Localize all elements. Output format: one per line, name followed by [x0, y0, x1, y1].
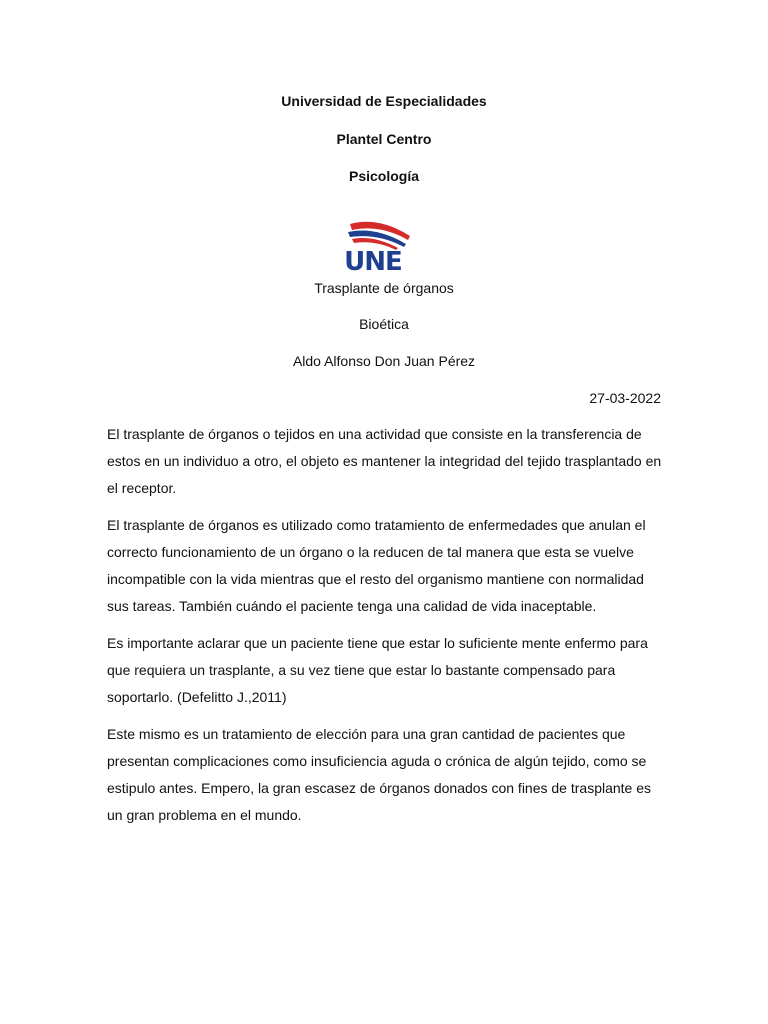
paragraph: El trasplante de órganos o tejidos en una actividad que consiste en la transferencia de estos en un individuo a otro, el objeto es mantener la integridad del tejido trasplantado en el receptor.	[107, 426, 662, 496]
une-logo	[330, 218, 416, 274]
paragraph: Es importante aclarar que un paciente tiene que estar lo suficiente mente enfermo para que requiera un trasplante, a su vez tiene que estar lo bastante compensado para soportarlo. (Defelitto J.,2011)	[107, 635, 648, 705]
author-name: Aldo Alfonso Don Juan Pérez	[292, 353, 476, 369]
campus-name: Plantel Centro	[336, 131, 432, 147]
document-date: 27-03-2022	[589, 390, 661, 406]
document-topic: Trasplante de órganos	[314, 280, 454, 296]
body-text	[107, 421, 667, 839]
university-name: Universidad de Especialidades	[281, 93, 487, 109]
paragraph: El trasplante de órganos es utilizado como tratamiento de enfermedades que anulan el correcto funcionamiento de un órgano o la reducen de tal manera que esta se vuelve incompatible con la vida mientras que el resto del organismo mantiene con normalidad sus tareas. También cuándo el paciente tenga una calidad de vida inaceptable.	[107, 517, 646, 614]
subject-name: Bioética	[359, 316, 409, 332]
logo-text: UNE	[344, 247, 402, 274]
program-name: Psicología	[348, 168, 420, 184]
paragraph: Este mismo es un tratamiento de elección para una gran cantidad de pacientes que presentan complicaciones como insuficiencia aguda o crónica de algún tejido, como se estipulo antes. Empero, la gran escasez de órganos donados con fines de trasplante es un gran problema en el mundo.	[107, 726, 652, 823]
